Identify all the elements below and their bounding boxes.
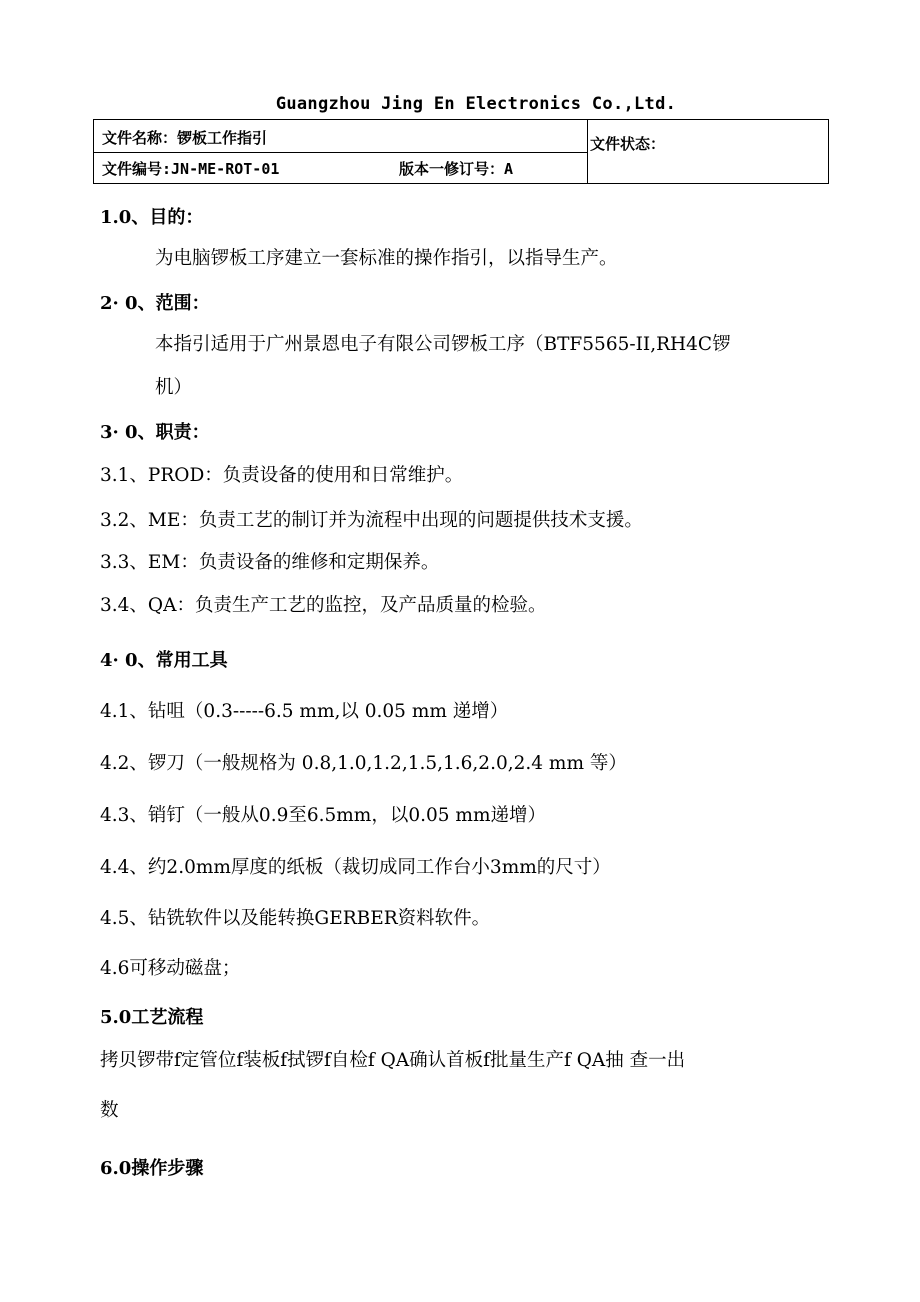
doc-status-cell: 文件状态： [590, 135, 666, 153]
doc-name-cell: 文件名称：锣板工作指引 [102, 129, 268, 147]
table-divider-horizontal [94, 152, 587, 153]
section-5-title: 5.0工艺流程 [100, 1007, 204, 1028]
section-3-title: 3· 0、职责： [100, 422, 210, 443]
list-item: 4.1、钻咀（0.3-----6.5 mm,以 0.05 mm 递增） [100, 701, 509, 722]
section-1-body: 为电脑锣板工序建立一套标准的操作指引，以指导生产。 [155, 248, 618, 269]
table-divider-vertical [587, 120, 588, 183]
list-item: 4.4、约2.0mm厚度的纸板（裁切成同工作台小3mm的尺寸） [100, 857, 611, 878]
document-header-table [93, 119, 829, 184]
section-5-body-line-1: 拷贝锣带f定管位f装板f拭锣f自检f QA确认首板f批量生产f QA抽 查一出 [100, 1050, 686, 1071]
list-item: 4.3、销钉（一般从0.9至6.5mm，以0.05 mm递增） [100, 805, 547, 826]
section-2-body-line-2: 机） [155, 377, 193, 398]
list-item: 4.6可移动磁盘； [100, 958, 241, 979]
list-item: 4.5、钻铣软件以及能转换GERBER资料软件。 [100, 908, 491, 929]
section-4-title: 4· 0、常用工具 [100, 650, 228, 671]
doc-number-cell: 文件编号:JN-ME-ROT-01 [102, 160, 280, 178]
section-1-title: 1.0、目的： [100, 207, 204, 228]
list-item: 3.1、PROD：负责设备的使用和日常维护。 [100, 465, 464, 486]
section-2-title: 2· 0、范围： [100, 293, 210, 314]
list-item: 3.3、EM：负责设备的维修和定期保养。 [100, 552, 440, 573]
list-item: 3.2、ME：负责工艺的制订并为流程中出现的问题提供技术支援。 [100, 510, 643, 531]
list-item: 3.4、QA：负责生产工艺的监控，及产品质量的检验。 [100, 595, 547, 616]
list-item: 4.2、锣刀（一般规格为 0.8,1.0,1.2,1.5,1.6,2.0,2.4 mm 等） [100, 753, 627, 774]
version-cell: 版本一修订号：A [399, 160, 514, 178]
section-6-title: 6.0操作步骤 [100, 1158, 204, 1179]
section-5-body-line-2: 数 [100, 1100, 119, 1121]
company-name: Guangzhou Jing En Electronics Co.,Ltd. [275, 94, 677, 114]
section-2-body-line-1: 本指引适用于广州景恩电子有限公司锣板工序（BTF5565-II,RH4C锣 [155, 334, 731, 355]
